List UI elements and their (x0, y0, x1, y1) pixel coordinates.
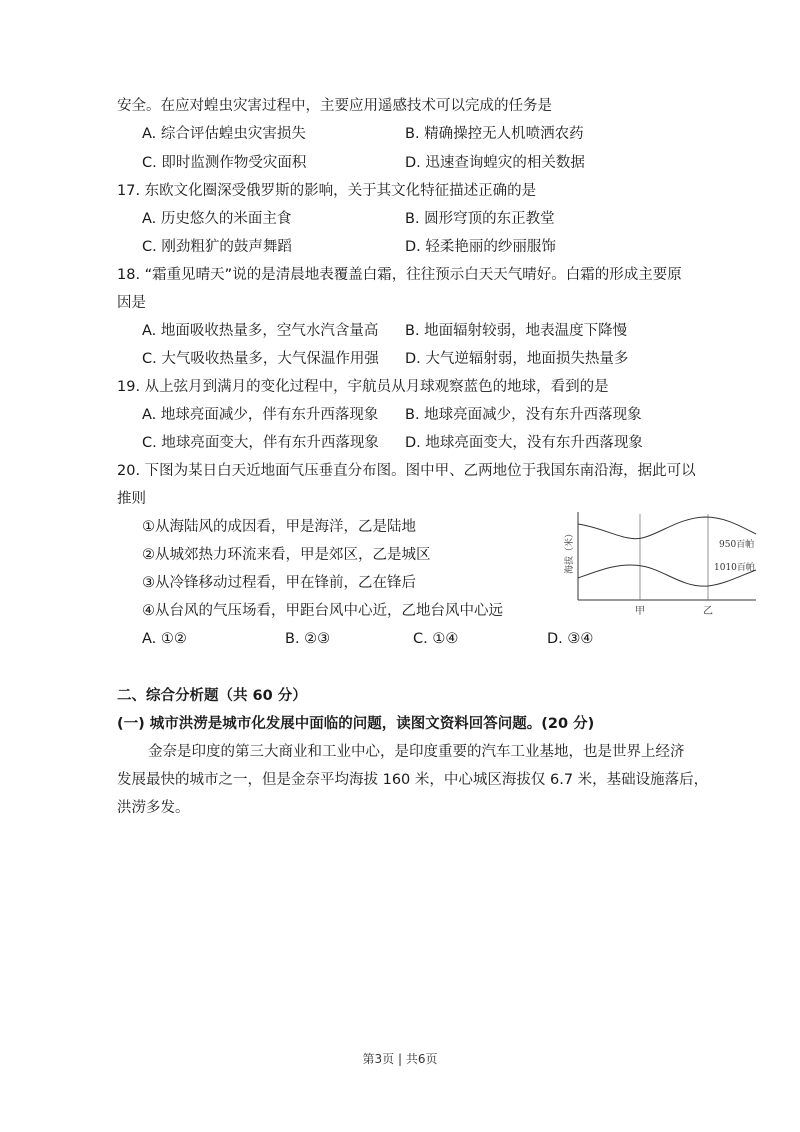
q17-option-a: A. 历史悠久的米面主食 (142, 211, 292, 227)
q20-option-c: C. ①④ (413, 631, 459, 647)
q20-statement-3: ③从冷锋移动过程看，甲在锋前，乙在锋后 (142, 575, 416, 591)
q16-option-b: B. 精确操控无人机喷洒农药 (405, 126, 584, 142)
section-2-part-1-heading: (一) 城市洪涝是城市化发展中面临的问题，读图文资料回答问题。(20 分) (117, 716, 595, 732)
q20-statement-4: ④从台风的气压场看，甲距台风中心近，乙地台风中心远 (142, 603, 503, 619)
q19-option-c: C. 地球亮面变大，伴有东升西落现象 (142, 435, 379, 451)
q16-option-d: D. 迅速查询蝗灾的相关数据 (405, 155, 585, 171)
q18-option-b: B. 地面辐射较弱，地表温度下降慢 (405, 323, 628, 339)
q16-option-a: A. 综合评估蝗虫灾害损失 (142, 126, 306, 142)
question-16-continuation: 安全。在应对蝗虫灾害过程中，主要应用遥感技术可以完成的任务是 (117, 98, 552, 114)
label-1010: 1010百帕 (714, 563, 755, 573)
page-footer: 第3页 | 共6页 (362, 1052, 438, 1066)
q17-option-c: C. 刚劲粗犷的鼓声舞蹈 (142, 239, 292, 255)
q17-option-b: B. 圆形穹顶的东正教堂 (405, 211, 555, 227)
q19-option-d: D. 地球亮面变大，没有东升西落现象 (405, 435, 643, 451)
q16-option-c: C. 即时监测作物受灾面积 (142, 155, 307, 171)
paragraph-line-3: 洪涝多发。 (117, 800, 190, 816)
x-label-jia: 甲 (635, 606, 645, 617)
q19-option-b: B. 地球亮面减少，没有东升西落现象 (405, 407, 642, 423)
pressure-profile-diagram (560, 508, 770, 618)
paragraph-line-1: 金奈是印度的第三大商业和工业中心，是印度重要的汽车工业基地，也是世界上经济 (148, 744, 685, 760)
paragraph-line-2: 发展最快的城市之一，但是金奈平均海拔 160 米，中心城区海拔仅 6.7 米，基础设施落后， (117, 772, 709, 788)
q20-statement-1: ①从海陆风的成因看，甲是海洋，乙是陆地 (142, 519, 416, 535)
q20-option-d: D. ③④ (547, 631, 594, 647)
q20-statement-2: ②从城郊热力环流来看，甲是郊区，乙是城区 (142, 547, 431, 563)
label-950: 950百帕 (719, 540, 755, 550)
q19-option-a: A. 地球亮面减少，伴有东升西落现象 (142, 407, 379, 423)
question-18: 18. “霜重见晴天”说的是清晨地表覆盖白霜，往往预示白天天气晴好。白霜的形成主要原 (117, 267, 682, 283)
q18-option-a: A. 地面吸收热量多，空气水汽含量高 (142, 323, 379, 339)
q18-option-d: D. 大气逆辐射弱，地面损失热量多 (405, 351, 629, 367)
question-20: 20. 下图为某日白天近地面气压垂直分布图。图中甲、乙两地位于我国东南沿海，据此可以 (117, 463, 696, 479)
q20-option-a: A. ①② (142, 631, 187, 647)
q17-option-d: D. 轻柔艳丽的纱丽服饰 (405, 239, 556, 255)
question-18-line2: 因是 (117, 295, 146, 311)
section-2-heading: 二、综合分析题（共 60 分） (117, 688, 307, 704)
question-20-line2: 推则 (117, 491, 146, 507)
question-19: 19. 从上弦月到满月的变化过程中，宇航员从月球观察蓝色的地球，看到的是 (117, 379, 609, 395)
q18-option-c: C. 大气吸收热量多，大气保温作用强 (142, 351, 379, 367)
question-17: 17. 东欧文化圈深受俄罗斯的影响，关于其文化特征描述正确的是 (117, 183, 537, 199)
isobar-950 (578, 517, 756, 539)
y-axis-label: 海拔（米） (565, 528, 575, 574)
x-label-yi: 乙 (703, 606, 713, 617)
q20-option-b: B. ②③ (285, 631, 331, 647)
